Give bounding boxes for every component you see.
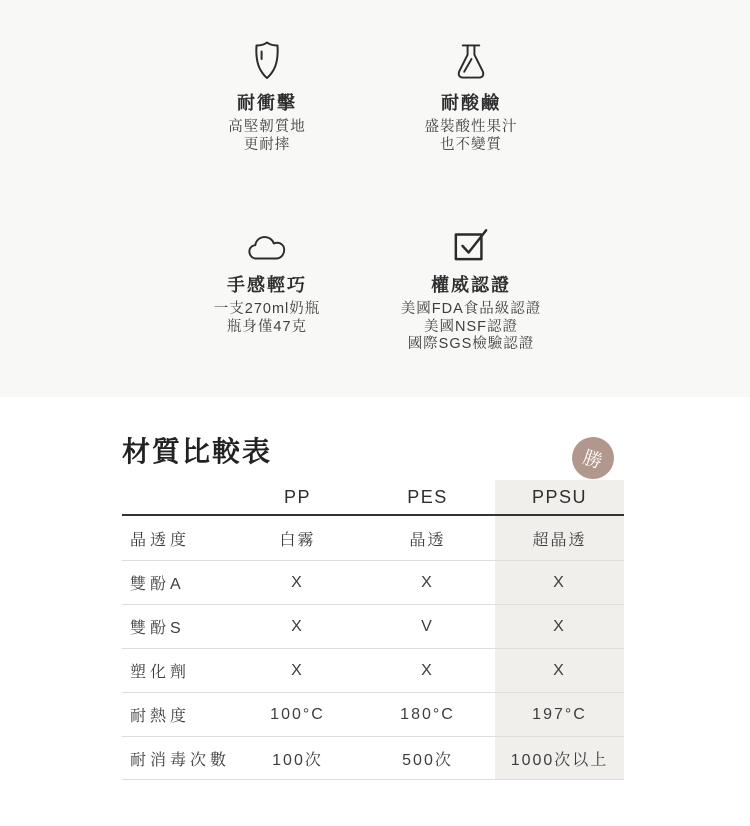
cell-ppsu: 超晶透 xyxy=(495,516,624,560)
row-label: 雙酚S xyxy=(122,604,235,648)
row-label: 雙酚A xyxy=(122,560,235,604)
cell-pp: X xyxy=(235,604,360,648)
column-header-pp: PP xyxy=(235,480,360,516)
cell-pp: X xyxy=(235,560,360,604)
material-comparison-section xyxy=(122,436,624,782)
flask-icon xyxy=(356,32,586,80)
column-header-ppsu: PPSU xyxy=(495,480,624,516)
checkbox-icon xyxy=(356,214,586,262)
feature-title: 耐衝擊 xyxy=(237,93,297,114)
feature-acid-alkali-resistance xyxy=(356,32,586,154)
cell-pes: X xyxy=(360,648,495,692)
cell-pp: 100次 xyxy=(235,736,360,780)
cell-pes: X xyxy=(360,560,495,604)
winner-badge-label: 勝 xyxy=(580,446,605,473)
cell-pp: X xyxy=(235,648,360,692)
feature-title: 手感輕巧 xyxy=(227,275,307,296)
feature-line: 一支270ml奶瓶 xyxy=(213,301,321,317)
feature-title: 耐酸鹼 xyxy=(441,93,501,114)
row-label: 晶透度 xyxy=(130,531,191,549)
cell-pp: 白霧 xyxy=(279,531,316,549)
feature-description xyxy=(152,119,382,154)
feature-lightweight xyxy=(152,214,382,336)
feature-line: 高堅韌質地 xyxy=(228,119,306,135)
cell-pp: 100°C xyxy=(235,692,360,736)
feature-certification xyxy=(356,214,586,354)
feature-line: 更耐摔 xyxy=(243,136,291,153)
shield-icon xyxy=(152,32,382,80)
cell-ppsu: 1000次以上 xyxy=(495,736,624,780)
table-title: 材質比較表 xyxy=(122,435,273,468)
cell-pes: 500次 xyxy=(360,736,495,780)
cell-ppsu: X xyxy=(495,560,624,604)
feature-line: 盛裝酸性果汁 xyxy=(424,119,518,135)
feature-description xyxy=(356,119,586,154)
feature-description xyxy=(152,301,382,336)
feature-impact-resistance xyxy=(152,32,382,154)
feature-line: 美國FDA食品級認證 xyxy=(400,301,542,317)
feature-line: 也不變質 xyxy=(440,136,502,153)
cell-ppsu: X xyxy=(495,648,624,692)
cell-pes: V xyxy=(360,604,495,648)
feature-line: 瓶身僅47克 xyxy=(226,318,308,335)
cell-pes: 180°C xyxy=(360,692,495,736)
column-header-pes: PES xyxy=(360,480,495,516)
feature-line: 美國NSF認證 xyxy=(424,318,518,335)
corner-cell xyxy=(122,480,235,516)
row-label: 耐熱度 xyxy=(122,692,235,736)
comparison-table xyxy=(122,480,624,780)
feature-title: 權威認證 xyxy=(431,275,511,296)
cell-pes: 晶透 xyxy=(409,531,446,549)
row-label: 耐消毒次數 xyxy=(122,736,235,780)
row-label: 塑化劑 xyxy=(122,648,235,692)
feature-line: 國際SGS檢驗認證 xyxy=(407,336,535,352)
cloud-icon xyxy=(152,214,382,262)
cell-ppsu: X xyxy=(495,604,624,648)
cell-ppsu: 197°C xyxy=(495,692,624,736)
feature-description xyxy=(356,301,586,354)
